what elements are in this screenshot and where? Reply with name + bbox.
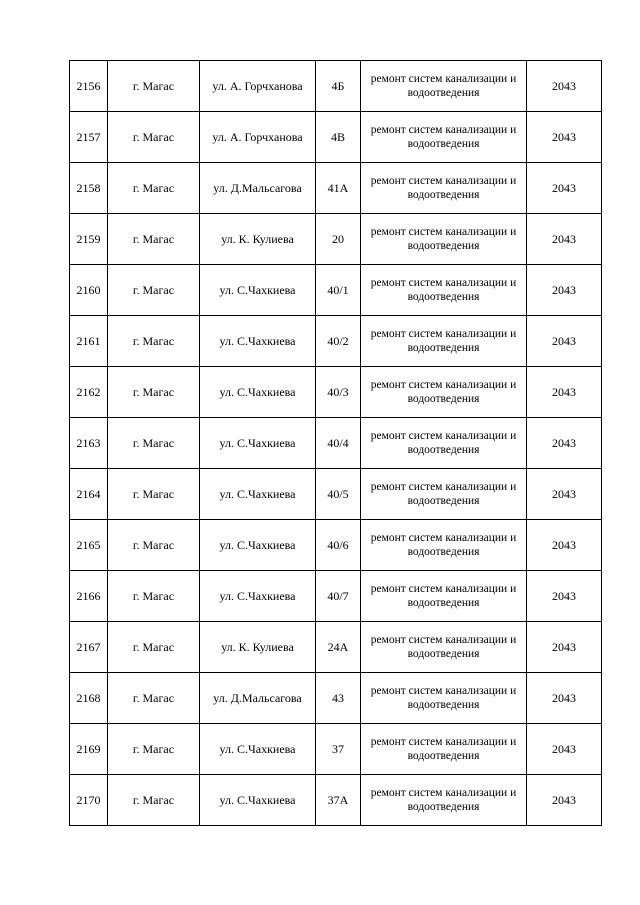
row-number-cell: 2156 [70,61,108,112]
street-cell: ул. С.Чахкиева [200,520,316,571]
work-type-cell: ремонт систем канализации и водоотведения [361,316,527,367]
row-number-cell: 2161 [70,316,108,367]
street-cell: ул. С.Чахкиева [200,418,316,469]
year-cell: 2043 [527,316,602,367]
city-cell: г. Магас [108,367,200,418]
table-row [70,520,602,571]
row-number-cell: 2159 [70,214,108,265]
row-number-cell: 2158 [70,163,108,214]
table-row [70,571,602,622]
city-cell: г. Магас [108,214,200,265]
work-type-cell: ремонт систем канализации и водоотведения [361,622,527,673]
year-cell: 2043 [527,469,602,520]
street-cell: ул. С.Чахкиева [200,775,316,826]
row-number-cell: 2164 [70,469,108,520]
street-cell: ул. С.Чахкиева [200,316,316,367]
city-cell: г. Магас [108,265,200,316]
house-number-cell: 40/3 [316,367,361,418]
row-number-cell: 2170 [70,775,108,826]
house-number-cell: 40/2 [316,316,361,367]
city-cell: г. Магас [108,469,200,520]
street-cell: ул. К. Кулиева [200,622,316,673]
row-number-cell: 2160 [70,265,108,316]
city-cell: г. Магас [108,775,200,826]
work-type-cell: ремонт систем канализации и водоотведения [361,469,527,520]
table-row [70,163,602,214]
house-number-cell: 37 [316,724,361,775]
house-number-cell: 41А [316,163,361,214]
row-number-cell: 2169 [70,724,108,775]
year-cell: 2043 [527,214,602,265]
house-number-cell: 40/4 [316,418,361,469]
row-number-cell: 2162 [70,367,108,418]
year-cell: 2043 [527,622,602,673]
street-cell: ул. Д.Мальсагова [200,673,316,724]
house-number-cell: 40/1 [316,265,361,316]
city-cell: г. Магас [108,571,200,622]
table-row [70,622,602,673]
row-number-cell: 2163 [70,418,108,469]
street-cell: ул. С.Чахкиева [200,469,316,520]
street-cell: ул. С.Чахкиева [200,367,316,418]
street-cell: ул. С.Чахкиева [200,724,316,775]
street-cell: ул. С.Чахкиева [200,571,316,622]
house-number-cell: 40/7 [316,571,361,622]
row-number-cell: 2166 [70,571,108,622]
row-number-cell: 2165 [70,520,108,571]
street-cell: ул. К. Кулиева [200,214,316,265]
house-number-cell: 40/5 [316,469,361,520]
table-row [70,112,602,163]
work-type-cell: ремонт систем канализации и водоотведения [361,775,527,826]
work-type-cell: ремонт систем канализации и водоотведения [361,61,527,112]
house-number-cell: 43 [316,673,361,724]
year-cell: 2043 [527,571,602,622]
year-cell: 2043 [527,775,602,826]
city-cell: г. Магас [108,61,200,112]
work-type-cell: ремонт систем канализации и водоотведения [361,418,527,469]
city-cell: г. Магас [108,622,200,673]
work-type-cell: ремонт систем канализации и водоотведения [361,724,527,775]
year-cell: 2043 [527,163,602,214]
year-cell: 2043 [527,673,602,724]
work-type-cell: ремонт систем канализации и водоотведения [361,214,527,265]
table-row [70,316,602,367]
work-type-cell: ремонт систем канализации и водоотведения [361,367,527,418]
work-type-cell: ремонт систем канализации и водоотведения [361,520,527,571]
table-row [70,265,602,316]
row-number-cell: 2168 [70,673,108,724]
city-cell: г. Магас [108,316,200,367]
table-row [70,469,602,520]
street-cell: ул. Д.Мальсагова [200,163,316,214]
row-number-cell: 2167 [70,622,108,673]
city-cell: г. Магас [108,520,200,571]
year-cell: 2043 [527,265,602,316]
registry-table [69,60,602,826]
work-type-cell: ремонт систем канализации и водоотведения [361,673,527,724]
table-row [70,61,602,112]
work-type-cell: ремонт систем канализации и водоотведения [361,163,527,214]
house-number-cell: 4Б [316,61,361,112]
table-row [70,214,602,265]
registry-table-body [70,61,602,826]
year-cell: 2043 [527,520,602,571]
house-number-cell: 20 [316,214,361,265]
table-row [70,673,602,724]
city-cell: г. Магас [108,418,200,469]
street-cell: ул. А. Горчханова [200,112,316,163]
table-row [70,367,602,418]
city-cell: г. Магас [108,724,200,775]
row-number-cell: 2157 [70,112,108,163]
street-cell: ул. А. Горчханова [200,61,316,112]
house-number-cell: 4В [316,112,361,163]
year-cell: 2043 [527,367,602,418]
work-type-cell: ремонт систем канализации и водоотведения [361,112,527,163]
year-cell: 2043 [527,418,602,469]
house-number-cell: 40/6 [316,520,361,571]
year-cell: 2043 [527,61,602,112]
house-number-cell: 24А [316,622,361,673]
house-number-cell: 37А [316,775,361,826]
table-row [70,724,602,775]
street-cell: ул. С.Чахкиева [200,265,316,316]
work-type-cell: ремонт систем канализации и водоотведения [361,571,527,622]
work-type-cell: ремонт систем канализации и водоотведения [361,265,527,316]
table-row [70,418,602,469]
year-cell: 2043 [527,724,602,775]
year-cell: 2043 [527,112,602,163]
city-cell: г. Магас [108,673,200,724]
table-row [70,775,602,826]
city-cell: г. Магас [108,163,200,214]
city-cell: г. Магас [108,112,200,163]
